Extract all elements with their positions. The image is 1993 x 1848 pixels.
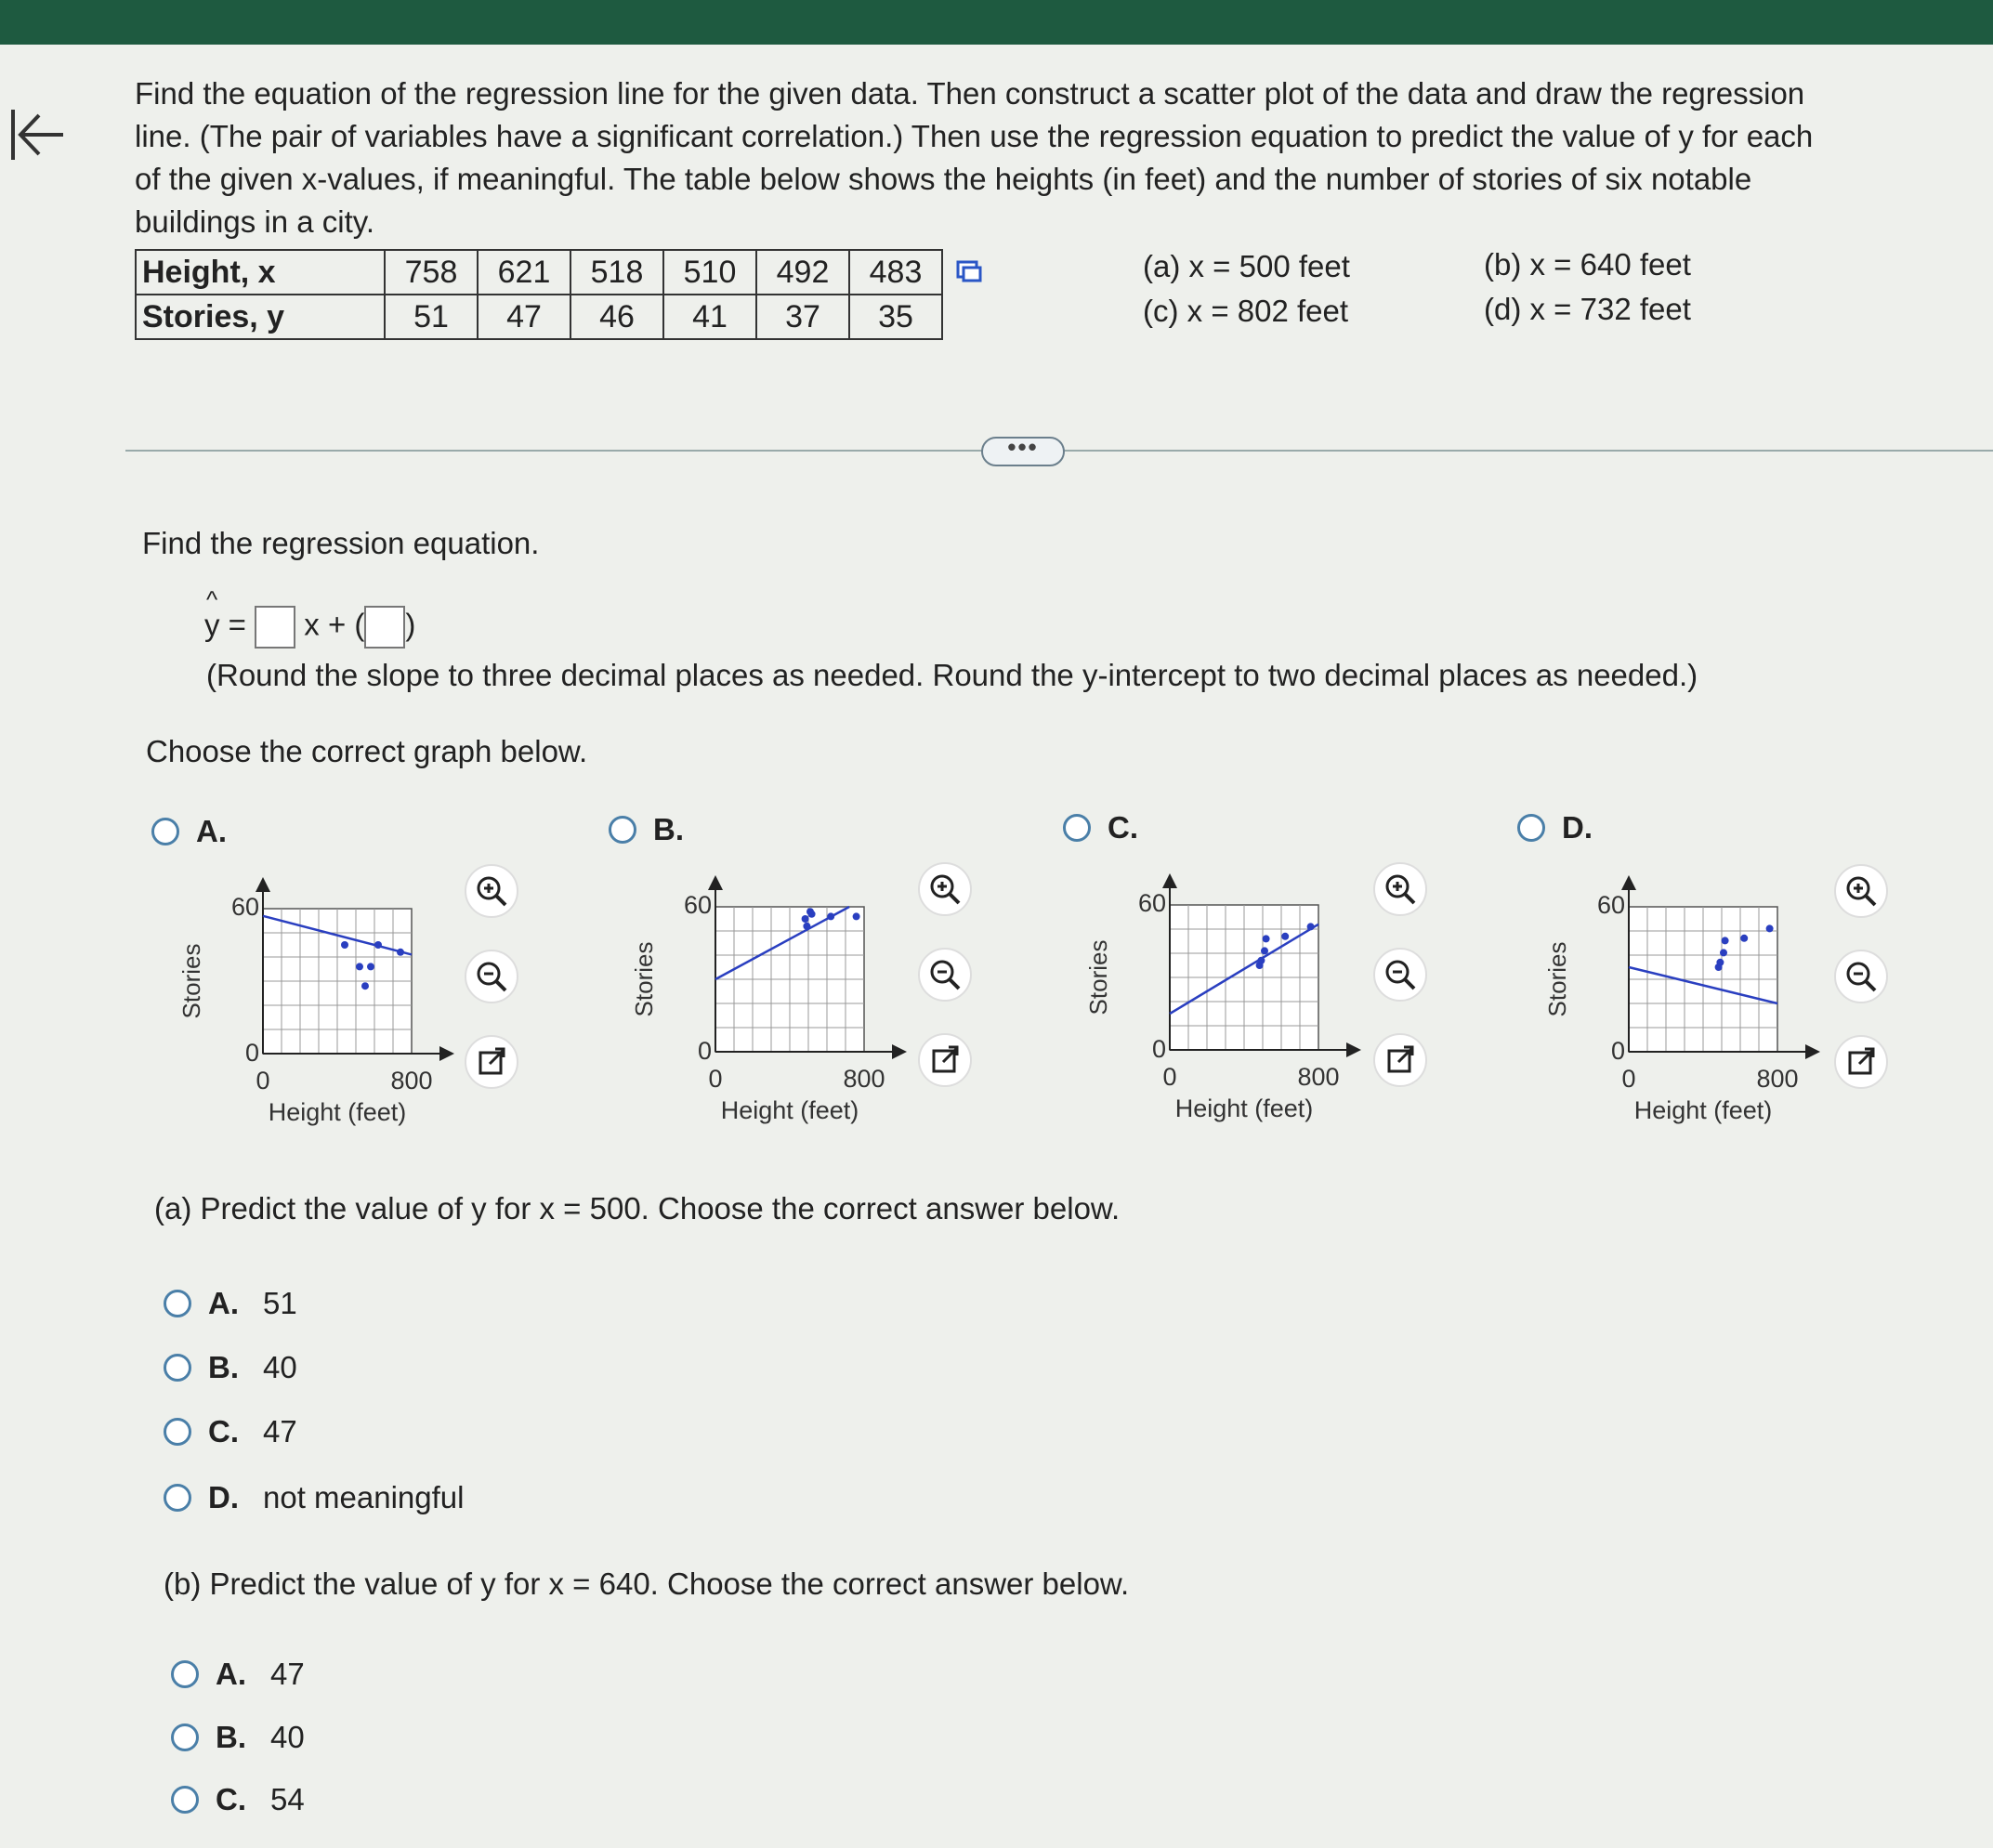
graph-prompt: Choose the correct graph below. bbox=[146, 734, 588, 768]
scatter-plot bbox=[624, 862, 1070, 1178]
table-row-header: Stories, y bbox=[136, 295, 385, 339]
table-cell: 621 bbox=[478, 250, 570, 295]
problem-line: buildings in a city. bbox=[135, 204, 375, 239]
scatter-plot bbox=[1538, 862, 1984, 1178]
graph-c bbox=[1079, 860, 1525, 1176]
x-tick-label: 0 bbox=[708, 1065, 723, 1093]
table-cell: 758 bbox=[385, 250, 478, 295]
y-tick-label: 0 bbox=[697, 1037, 712, 1065]
problem-line: Find the equation of the regression line for the given data. Then construct a scatter plot of the data and draw the regression bbox=[135, 76, 1805, 111]
data-point bbox=[802, 915, 809, 923]
table-cell: 41 bbox=[663, 295, 756, 339]
x-tick-label: 0 bbox=[1621, 1065, 1636, 1093]
radio-button[interactable] bbox=[171, 1723, 199, 1751]
open-external-icon[interactable] bbox=[465, 1035, 518, 1089]
x-axis-arrow bbox=[1346, 1042, 1361, 1057]
part-b-option-b[interactable]: B. 40 bbox=[171, 1720, 305, 1755]
x-axis-label: Height (feet) bbox=[1174, 1094, 1314, 1122]
xvalue-d: (d) x = 732 feet bbox=[1484, 292, 1691, 326]
part-a-option-b[interactable]: B. 40 bbox=[164, 1350, 297, 1385]
data-point bbox=[1766, 924, 1774, 932]
y-tick-label: 0 bbox=[1610, 1037, 1625, 1065]
x-tick-label: 800 bbox=[390, 1067, 433, 1094]
option-text: 47 bbox=[270, 1657, 305, 1691]
zoom-out-icon[interactable] bbox=[918, 948, 972, 1002]
xvalue-b: (b) x = 640 feet bbox=[1484, 247, 1691, 282]
intercept-close-paren: ) bbox=[405, 607, 416, 642]
part-a-option-a[interactable]: A. 51 bbox=[164, 1286, 297, 1321]
top-bar bbox=[0, 0, 1993, 45]
radio-button[interactable] bbox=[171, 1660, 199, 1688]
part-b-option-a[interactable]: A. 47 bbox=[171, 1657, 305, 1692]
radio-button[interactable] bbox=[609, 816, 636, 844]
x-plus-text: x + bbox=[304, 607, 347, 642]
graph-tools-a bbox=[465, 864, 518, 1121]
table-cell: 37 bbox=[756, 295, 849, 339]
equals-sign: = bbox=[228, 607, 246, 642]
x-axis-label: Height (feet) bbox=[268, 1098, 407, 1126]
table-cell: 492 bbox=[756, 250, 849, 295]
scatter-plot bbox=[1079, 860, 1525, 1176]
open-external-icon[interactable] bbox=[918, 1033, 972, 1087]
part-a-option-c[interactable]: C. 47 bbox=[164, 1414, 297, 1449]
part-b-prompt: (b) Predict the value of y for x = 640. Choose the correct answer below. bbox=[164, 1566, 1130, 1601]
zoom-in-icon[interactable] bbox=[918, 862, 972, 916]
graph-b bbox=[624, 862, 1070, 1178]
x-axis-arrow bbox=[892, 1044, 907, 1059]
table-cell: 518 bbox=[570, 250, 663, 295]
option-text: 40 bbox=[263, 1350, 297, 1384]
data-point bbox=[827, 912, 834, 920]
graph-option-b[interactable]: B. bbox=[609, 812, 708, 847]
table-cell: 35 bbox=[849, 295, 942, 339]
radio-button[interactable] bbox=[151, 818, 179, 845]
table-row bbox=[136, 250, 942, 295]
graph-d bbox=[1538, 862, 1984, 1178]
y-axis-label: Stories bbox=[630, 941, 658, 1017]
data-point bbox=[803, 923, 810, 930]
x-axis-label: Height (feet) bbox=[1633, 1096, 1773, 1124]
y-axis-label: Stories bbox=[177, 943, 205, 1019]
data-point bbox=[808, 911, 816, 918]
part-a-option-d[interactable]: D. not meaningful bbox=[164, 1480, 464, 1515]
zoom-out-icon[interactable] bbox=[465, 950, 518, 1003]
zoom-out-icon[interactable] bbox=[1373, 948, 1427, 1002]
problem-statement bbox=[135, 72, 1974, 243]
option-text: 47 bbox=[263, 1414, 297, 1448]
data-point bbox=[356, 963, 363, 970]
x-axis-label: Height (feet) bbox=[720, 1096, 859, 1124]
problem-line: of the given x-values, if meaningful. The table below shows the heights (in feet) and the number of stories of six notable bbox=[135, 162, 1752, 196]
graph-option-c[interactable]: C. bbox=[1063, 810, 1162, 845]
scatter-plot bbox=[172, 864, 618, 1180]
graph-tools-d bbox=[1834, 864, 1888, 1121]
y-tick-label: 60 bbox=[230, 893, 259, 921]
data-point bbox=[1722, 937, 1729, 944]
data-point bbox=[1307, 923, 1315, 930]
regression-equation bbox=[204, 584, 416, 649]
x-axis-arrow bbox=[1805, 1044, 1820, 1059]
slope-input[interactable] bbox=[255, 606, 295, 649]
radio-button[interactable] bbox=[171, 1786, 199, 1814]
table-cell: 47 bbox=[478, 295, 570, 339]
xvalue-a: (a) x = 500 feet bbox=[1143, 249, 1350, 283]
data-point bbox=[341, 941, 348, 949]
option-text: 40 bbox=[270, 1720, 305, 1754]
x-tick-label: 800 bbox=[1756, 1065, 1799, 1093]
y-axis-label: Stories bbox=[1084, 939, 1112, 1016]
data-point bbox=[1257, 957, 1265, 964]
y-axis-arrow bbox=[1162, 873, 1177, 888]
y-tick-label: 60 bbox=[1596, 891, 1625, 919]
radio-button[interactable] bbox=[1063, 814, 1091, 842]
y-hat-symbol: ^ y bbox=[204, 584, 220, 642]
y-tick-label: 60 bbox=[683, 891, 712, 919]
copy-icon[interactable] bbox=[955, 258, 983, 286]
data-table bbox=[135, 249, 943, 340]
table-row bbox=[136, 295, 942, 339]
zoom-in-icon[interactable] bbox=[465, 864, 518, 918]
table-cell: 46 bbox=[570, 295, 663, 339]
zoom-in-icon[interactable] bbox=[1373, 862, 1427, 916]
regression-heading: Find the regression equation. bbox=[142, 526, 540, 560]
data-point bbox=[361, 982, 369, 990]
zoom-in-icon[interactable] bbox=[1834, 864, 1888, 918]
data-point bbox=[374, 941, 382, 949]
option-text: 54 bbox=[270, 1782, 305, 1816]
data-point bbox=[397, 949, 404, 956]
data-point bbox=[367, 963, 374, 970]
expand-more-button[interactable]: ••• bbox=[981, 437, 1065, 466]
y-tick-label: 60 bbox=[1137, 889, 1166, 917]
problem-line: line. (The pair of variables have a significant correlation.) Then use the regression equation to predict the value of y for each bbox=[135, 119, 1814, 153]
rounding-hint: (Round the slope to three decimal places as needed. Round the y-intercept to two decimal places as needed.) bbox=[206, 658, 1698, 692]
intercept-open-paren: ( bbox=[354, 607, 365, 642]
zoom-out-icon[interactable] bbox=[1834, 950, 1888, 1003]
radio-button[interactable] bbox=[164, 1354, 191, 1382]
y-axis-arrow bbox=[256, 877, 270, 892]
open-external-icon[interactable] bbox=[1373, 1033, 1427, 1087]
x-axis-arrow bbox=[439, 1046, 454, 1061]
intercept-input[interactable] bbox=[364, 606, 405, 649]
back-arrow-icon[interactable] bbox=[7, 102, 67, 167]
x-tick-label: 800 bbox=[1297, 1063, 1340, 1091]
x-tick-label: 800 bbox=[843, 1065, 885, 1093]
option-text: 51 bbox=[263, 1286, 297, 1320]
graph-option-a[interactable]: A. bbox=[151, 814, 251, 849]
table-row-header: Height, x bbox=[136, 250, 385, 295]
radio-button[interactable] bbox=[164, 1418, 191, 1446]
data-point bbox=[853, 912, 860, 920]
table-cell: 483 bbox=[849, 250, 942, 295]
y-axis-arrow bbox=[1621, 875, 1636, 890]
y-axis-arrow bbox=[708, 875, 723, 890]
table-cell: 510 bbox=[663, 250, 756, 295]
graph-tools-c bbox=[1373, 862, 1427, 1119]
x-tick-label: 0 bbox=[256, 1067, 270, 1094]
radio-button[interactable] bbox=[164, 1484, 191, 1512]
data-point bbox=[1261, 947, 1268, 954]
xvalue-c: (c) x = 802 feet bbox=[1143, 294, 1349, 328]
data-point bbox=[1720, 949, 1727, 956]
graph-option-d[interactable]: D. bbox=[1517, 810, 1617, 845]
y-tick-label: 0 bbox=[1151, 1035, 1166, 1063]
radio-button[interactable] bbox=[1517, 814, 1545, 842]
open-external-icon[interactable] bbox=[1834, 1035, 1888, 1089]
table-cell: 51 bbox=[385, 295, 478, 339]
graph-tools-b bbox=[918, 862, 972, 1119]
y-axis-label: Stories bbox=[1543, 941, 1571, 1017]
x-tick-label: 0 bbox=[1162, 1063, 1177, 1091]
radio-button[interactable] bbox=[164, 1290, 191, 1317]
data-point bbox=[1716, 959, 1724, 966]
data-point bbox=[1263, 935, 1270, 942]
graph-a bbox=[172, 864, 618, 1180]
y-tick-label: 0 bbox=[244, 1039, 259, 1067]
data-point bbox=[1281, 933, 1289, 940]
data-point bbox=[1740, 935, 1748, 942]
option-text: not meaningful bbox=[263, 1480, 465, 1514]
part-b-option-c[interactable]: C. 54 bbox=[171, 1782, 305, 1817]
part-a-prompt: (a) Predict the value of y for x = 500. Choose the correct answer below. bbox=[154, 1191, 1121, 1225]
